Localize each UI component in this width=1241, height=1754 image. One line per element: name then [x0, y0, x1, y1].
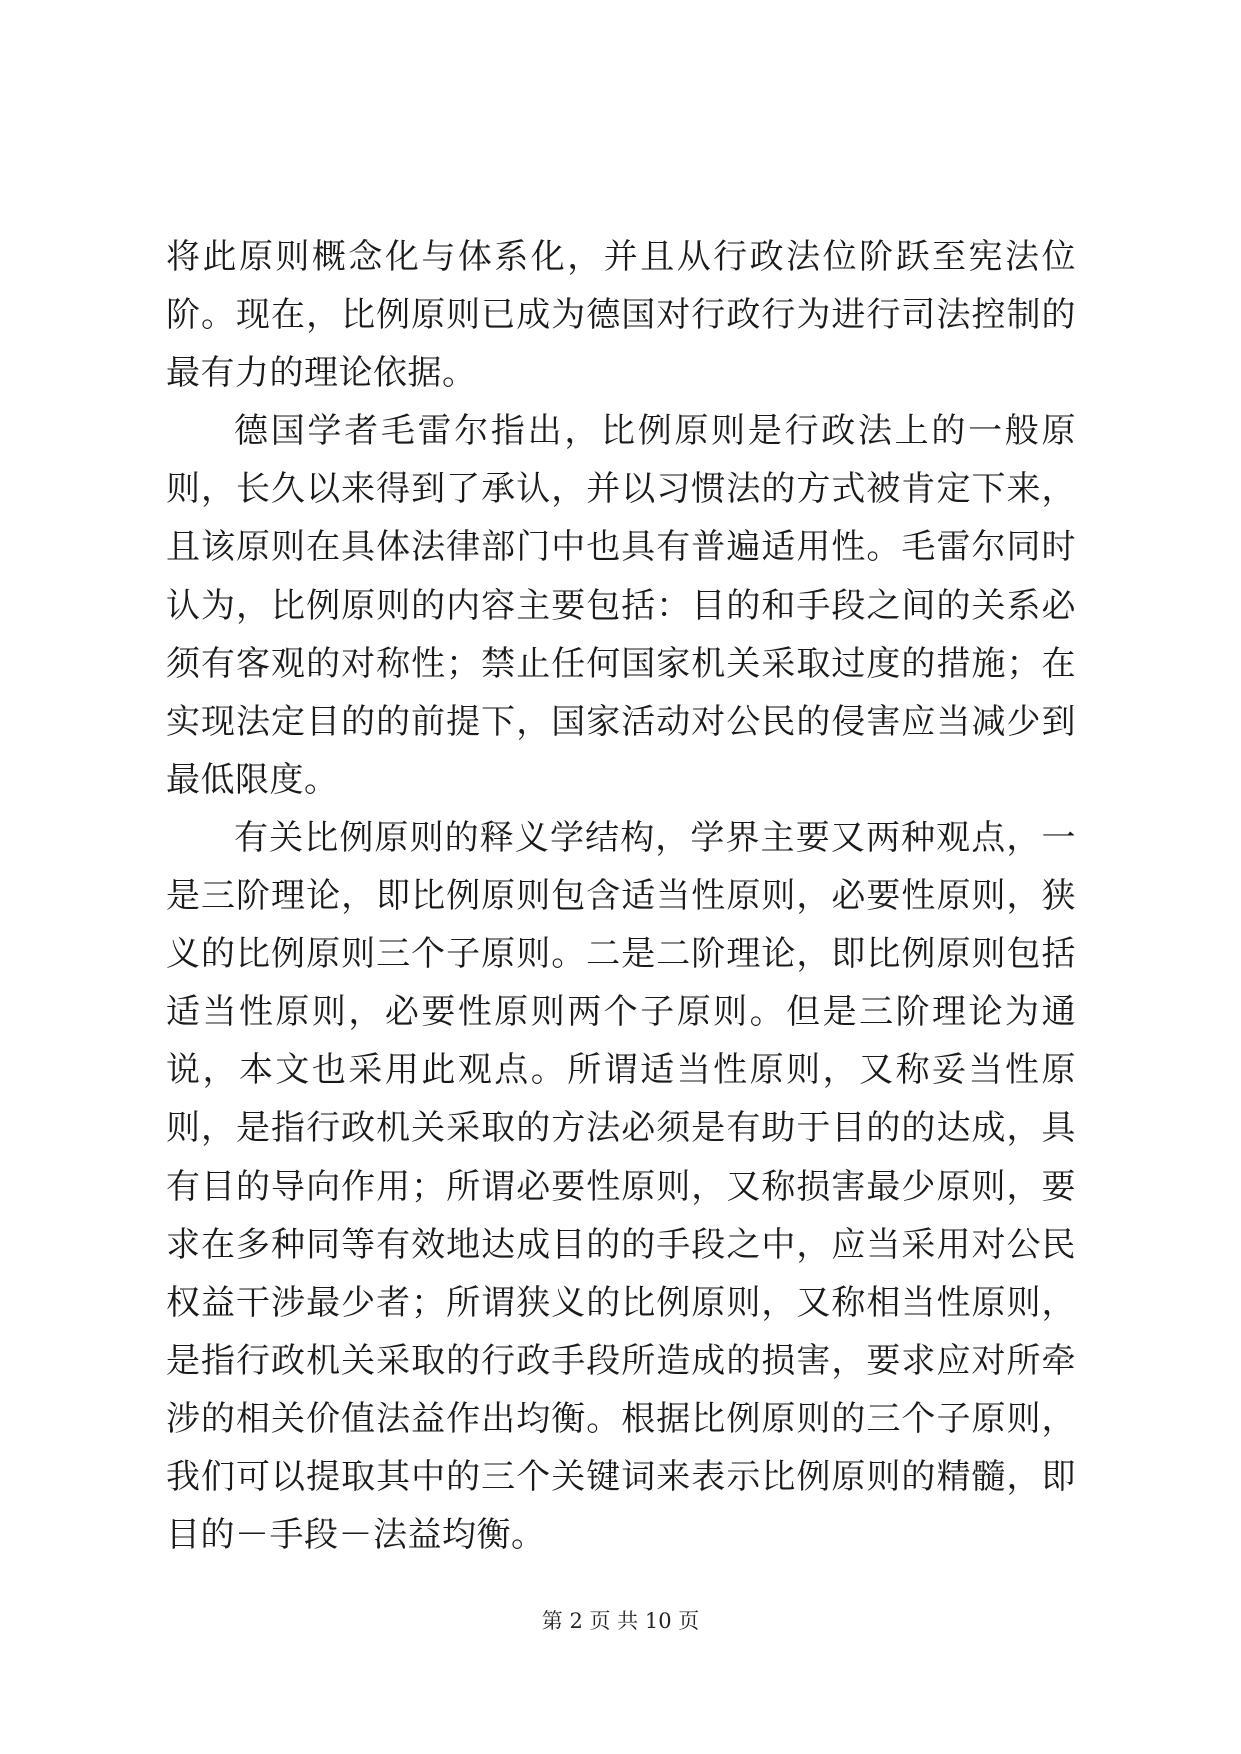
paragraph-1: 将此原则概念化与体系化，并且从行政法位阶跃至宪法位阶。现在，比例原则已成为德国对行政行为进行司法控制的最有力的理论依据。 [166, 237, 1076, 394]
paragraph-3: 有关比例原则的释义学结构，学界主要又两种观点，一是三阶理论，即比例原则包含适当性原则，必要性原则，狭义的比例原则三个子原则。二是二阶理论，即比例原则包括适当性原则，必要性原则两个子原则。但是三阶理论为通说，本文也采用此观点。所谓适当性原则，又称妥当性原则，是指行政机关采取的方法必须是有助于目的的达成，具有目的导向作用；所谓必要性原则，又称损害最少原则，要求在多种同等有效地达成目的的手段之中，应当采用对公民权益干涉最少者；所谓狭义的比例原则，又称相当性原则，是指行政机关采取的行政手段所造成的损害，要求应对所牵涉的相关价值法益作出均衡。根据比例原则的三个子原则，我们可以提取其中的三个关键词来表示比例原则的精髓，即目的－手段－法益均衡。 [166, 817, 1076, 1556]
paragraph-2: 德国学者毛雷尔指出，比例原则是行政法上的一般原则，长久以来得到了承认，并以习惯法的方式被肯定下来，且该原则在具体法律部门中也具有普遍适用性。毛雷尔同时认为，比例原则的内容主要包括：目的和手段之间的关系必须有客观的对称性；禁止任何国家机关采取过度的措施；在实现法定目的的前提下，国家活动对公民的侵害应当减少到最低限度。 [166, 411, 1076, 800]
document-body [166, 228, 1076, 1564]
page-number-footer: 第 2 页 共 10 页 [541, 1609, 700, 1633]
